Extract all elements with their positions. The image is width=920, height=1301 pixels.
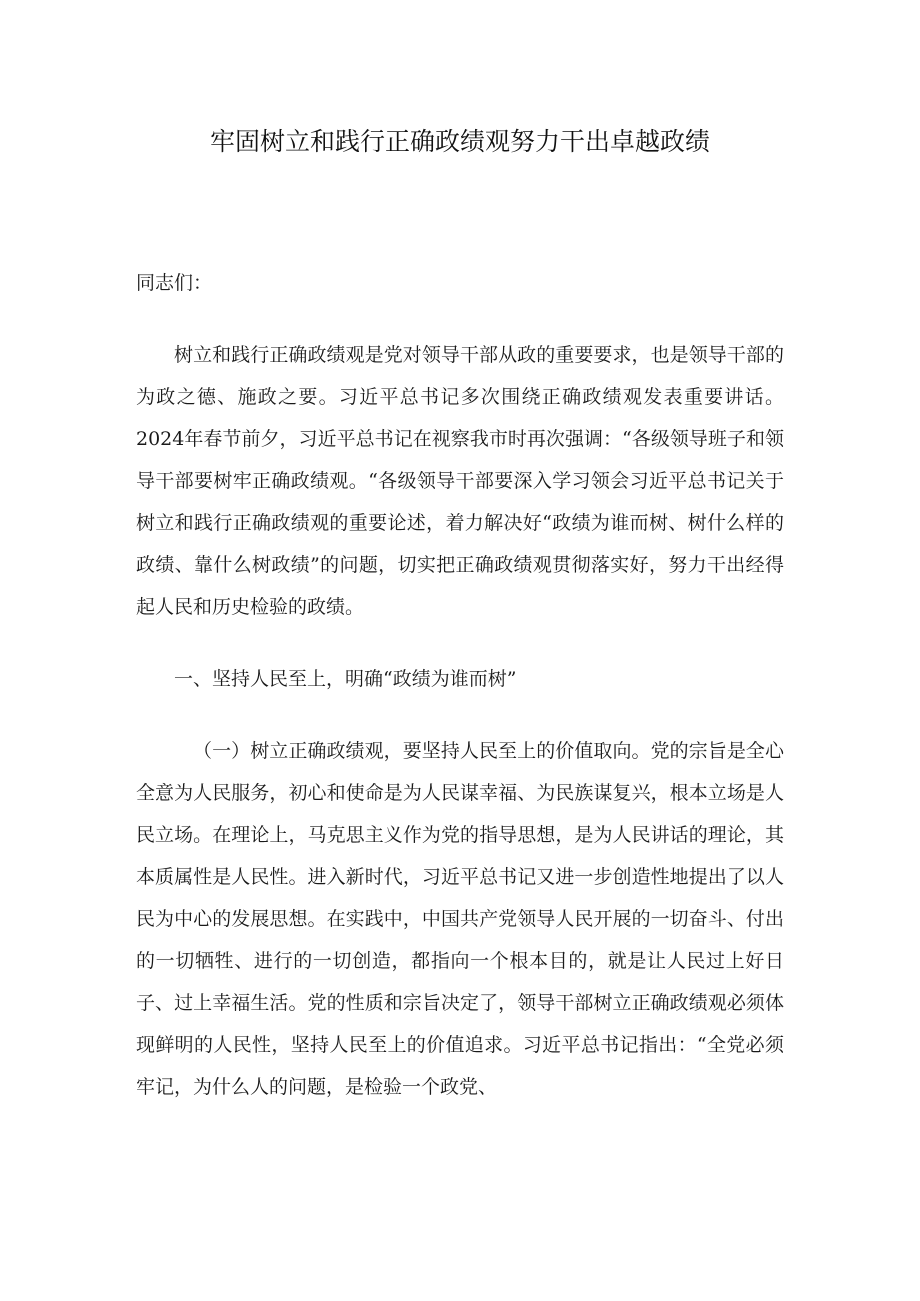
salutation: 同志们：: [136, 272, 213, 294]
document-title: 牢固树立和践行正确政绩观努力干出卓越政绩: [209, 127, 710, 156]
document-body: [136, 262, 784, 1138]
section-heading: 一、坚持人民至上，明确“政绩为谁而树”: [174, 668, 517, 690]
body-paragraph: （一）树立正确政绩观，要坚持人民至上的价值取向。党的宗旨是全心全意为人民服务，初心和使命是为人民谋幸福、为民族谋复兴，根本立场是人民立场。在理论上，马克思主义作为党的指导思想，是为人民讲话的理论，其本质属性是人民性。进入新时代，习近平总书记又进一步创造性地提出了以人民为中心的发展思想。在实践中，中国共产党领导人民开展的一切奋斗、付出的一切牺牲、进行的一切创造，都指向一个根本目的，就是让人民过上好日子、过上幸福生活。党的性质和宗旨决定了，领导干部树立正确政绩观必须体现鲜明的人民性，坚持人民至上的价值追求。习近平总书记指出：“全党必须牢记，为什么人的问题，是检验一个政党、: [136, 740, 784, 1098]
intro-paragraph: 树立和践行正确政绩观是党对领导干部从政的重要要求，也是领导干部的为政之德、施政之要。习近平总书记多次围绕正确政绩观发表重要讲话。2024年春节前夕，习近平总书记在视察我市时再次强调：“各级领导班子和领导干部要树牢正确政绩观。“各级领导干部要深入学习领会习近平总书记关于树立和践行正确政绩观的重要论述，着力解决好“政绩为谁而树、树什么样的政绩、靠什么树政绩”的问题，切实把正确政绩观贯彻落实好，努力干出经得起人民和历史检验的政绩。: [136, 344, 784, 618]
